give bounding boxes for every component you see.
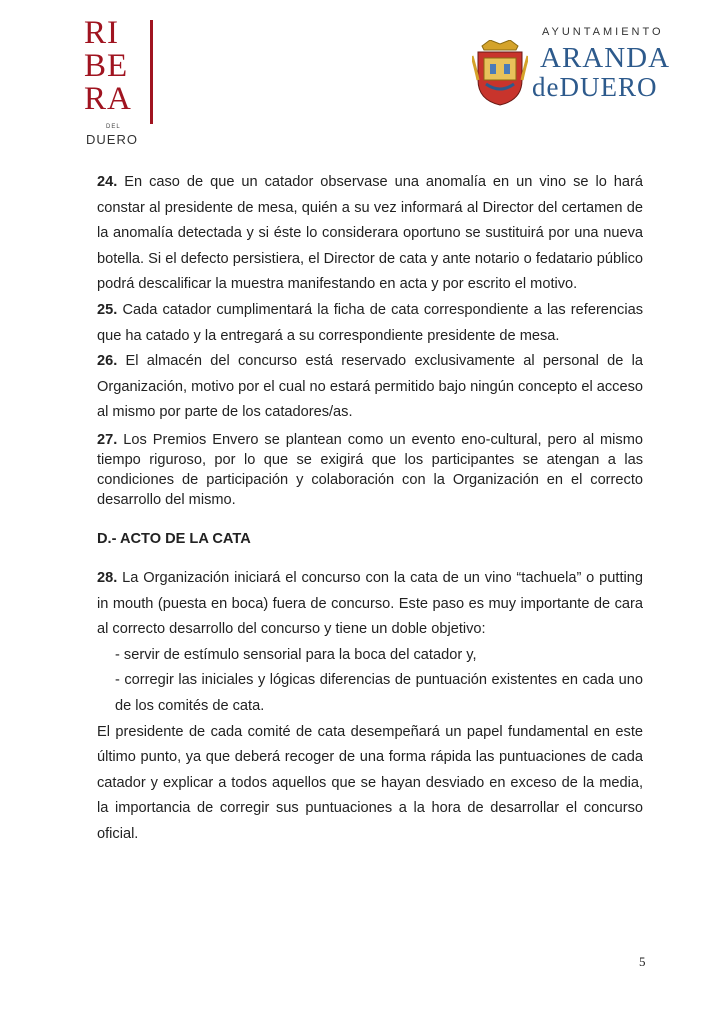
document-body — [97, 170, 643, 847]
ribera-del-duero-logo — [84, 15, 156, 147]
paragraph-text: En caso de que un catador observase una anomalía en un vino se lo hará constar al presidente de mesa, quién a su vez informará al Director del certamen de la anomalía detectada y si éste lo considerara oportuno se sustituirá por una nueva botella. Si el defecto persistiera, el Director de cata y ante notario o fedatario público podrá descalificar la muestra manifestando en acta y por escrito el motivo. — [97, 174, 643, 293]
ayuntamiento-label: AYUNTAMIENTO — [542, 26, 664, 38]
paragraph-number: 24. — [97, 174, 118, 190]
paragraph-text: El almacén del concurso está reservado exclusivamente al personal de la Organización, motivo por el cual no estará permitido bajo ningún concepto el acceso al mismo por parte de los catadores/as. — [97, 353, 643, 421]
paragraph-25 — [97, 298, 643, 349]
closing-paragraph: El presidente de cada comité de cata desempeñará un papel fundamental en este último punto, ya que deberá recoger de una forma rápida las puntuaciones de cada catador y explicar a todos aquellos que se hayan desviado en exceso de la media, la importancia de corregir sus puntuaciones a la hora de desarrollar el concurso oficial. — [97, 723, 643, 842]
paragraph-number: 28. — [97, 569, 118, 586]
de-duero-label: deDUERO — [532, 72, 658, 102]
aranda-label: ARANDA — [540, 42, 671, 74]
section-heading: D.- ACTO DE LA CATA — [97, 530, 251, 547]
paragraph-text: Cada catador cumplimentará la ficha de cata correspondiente a las referencias que ha catado y la entregará a su correspondiente presidente de mesa. — [97, 301, 643, 344]
bullet-item: - servir de estímulo sensorial para la boca del catador y, — [115, 646, 477, 663]
logo-vertical-bar — [150, 20, 153, 124]
logo-text-line2: BE — [84, 48, 129, 84]
bullet-item: - corregir las iniciales y lógicas diferencias de puntuación existentes en cada uno de los comités de cata. — [115, 672, 643, 714]
paragraph-26 — [97, 349, 643, 426]
paragraph-number: 26. — [97, 353, 118, 370]
page-number: 5 — [639, 954, 646, 969]
paragraph-number: 25. — [97, 301, 118, 318]
coat-of-arms-icon — [472, 40, 528, 106]
paragraph-text: La Organización iniciará el concurso con la cata de un vino “tachuela” o putting in mouth (puesta en boca) fuera de concurso. Este paso es muy importante de cara al correcto desarrollo del concurso y tiene un doble objetivo: — [97, 569, 643, 638]
logo-text-line1: RI — [84, 15, 119, 51]
paragraph-27 — [97, 430, 643, 510]
paragraph-number: 27. — [97, 431, 118, 448]
logo-text-duero: DUERO — [86, 132, 138, 147]
paragraph-text: Los Premios Envero se plantean como un evento eno-cultural, pero al mismo tiempo riguroso, por lo que se exigirá que los participantes se atengan a las condiciones de participación y colaboración con la Organización en el correcto desarrollo del mismo. — [97, 431, 643, 508]
logo-text-del: DEL — [106, 124, 121, 130]
ayuntamiento-aranda-logo — [472, 26, 671, 116]
paragraph-28 — [97, 566, 643, 643]
logo-text-line3: RA — [84, 81, 132, 117]
paragraph-24 — [97, 170, 643, 298]
